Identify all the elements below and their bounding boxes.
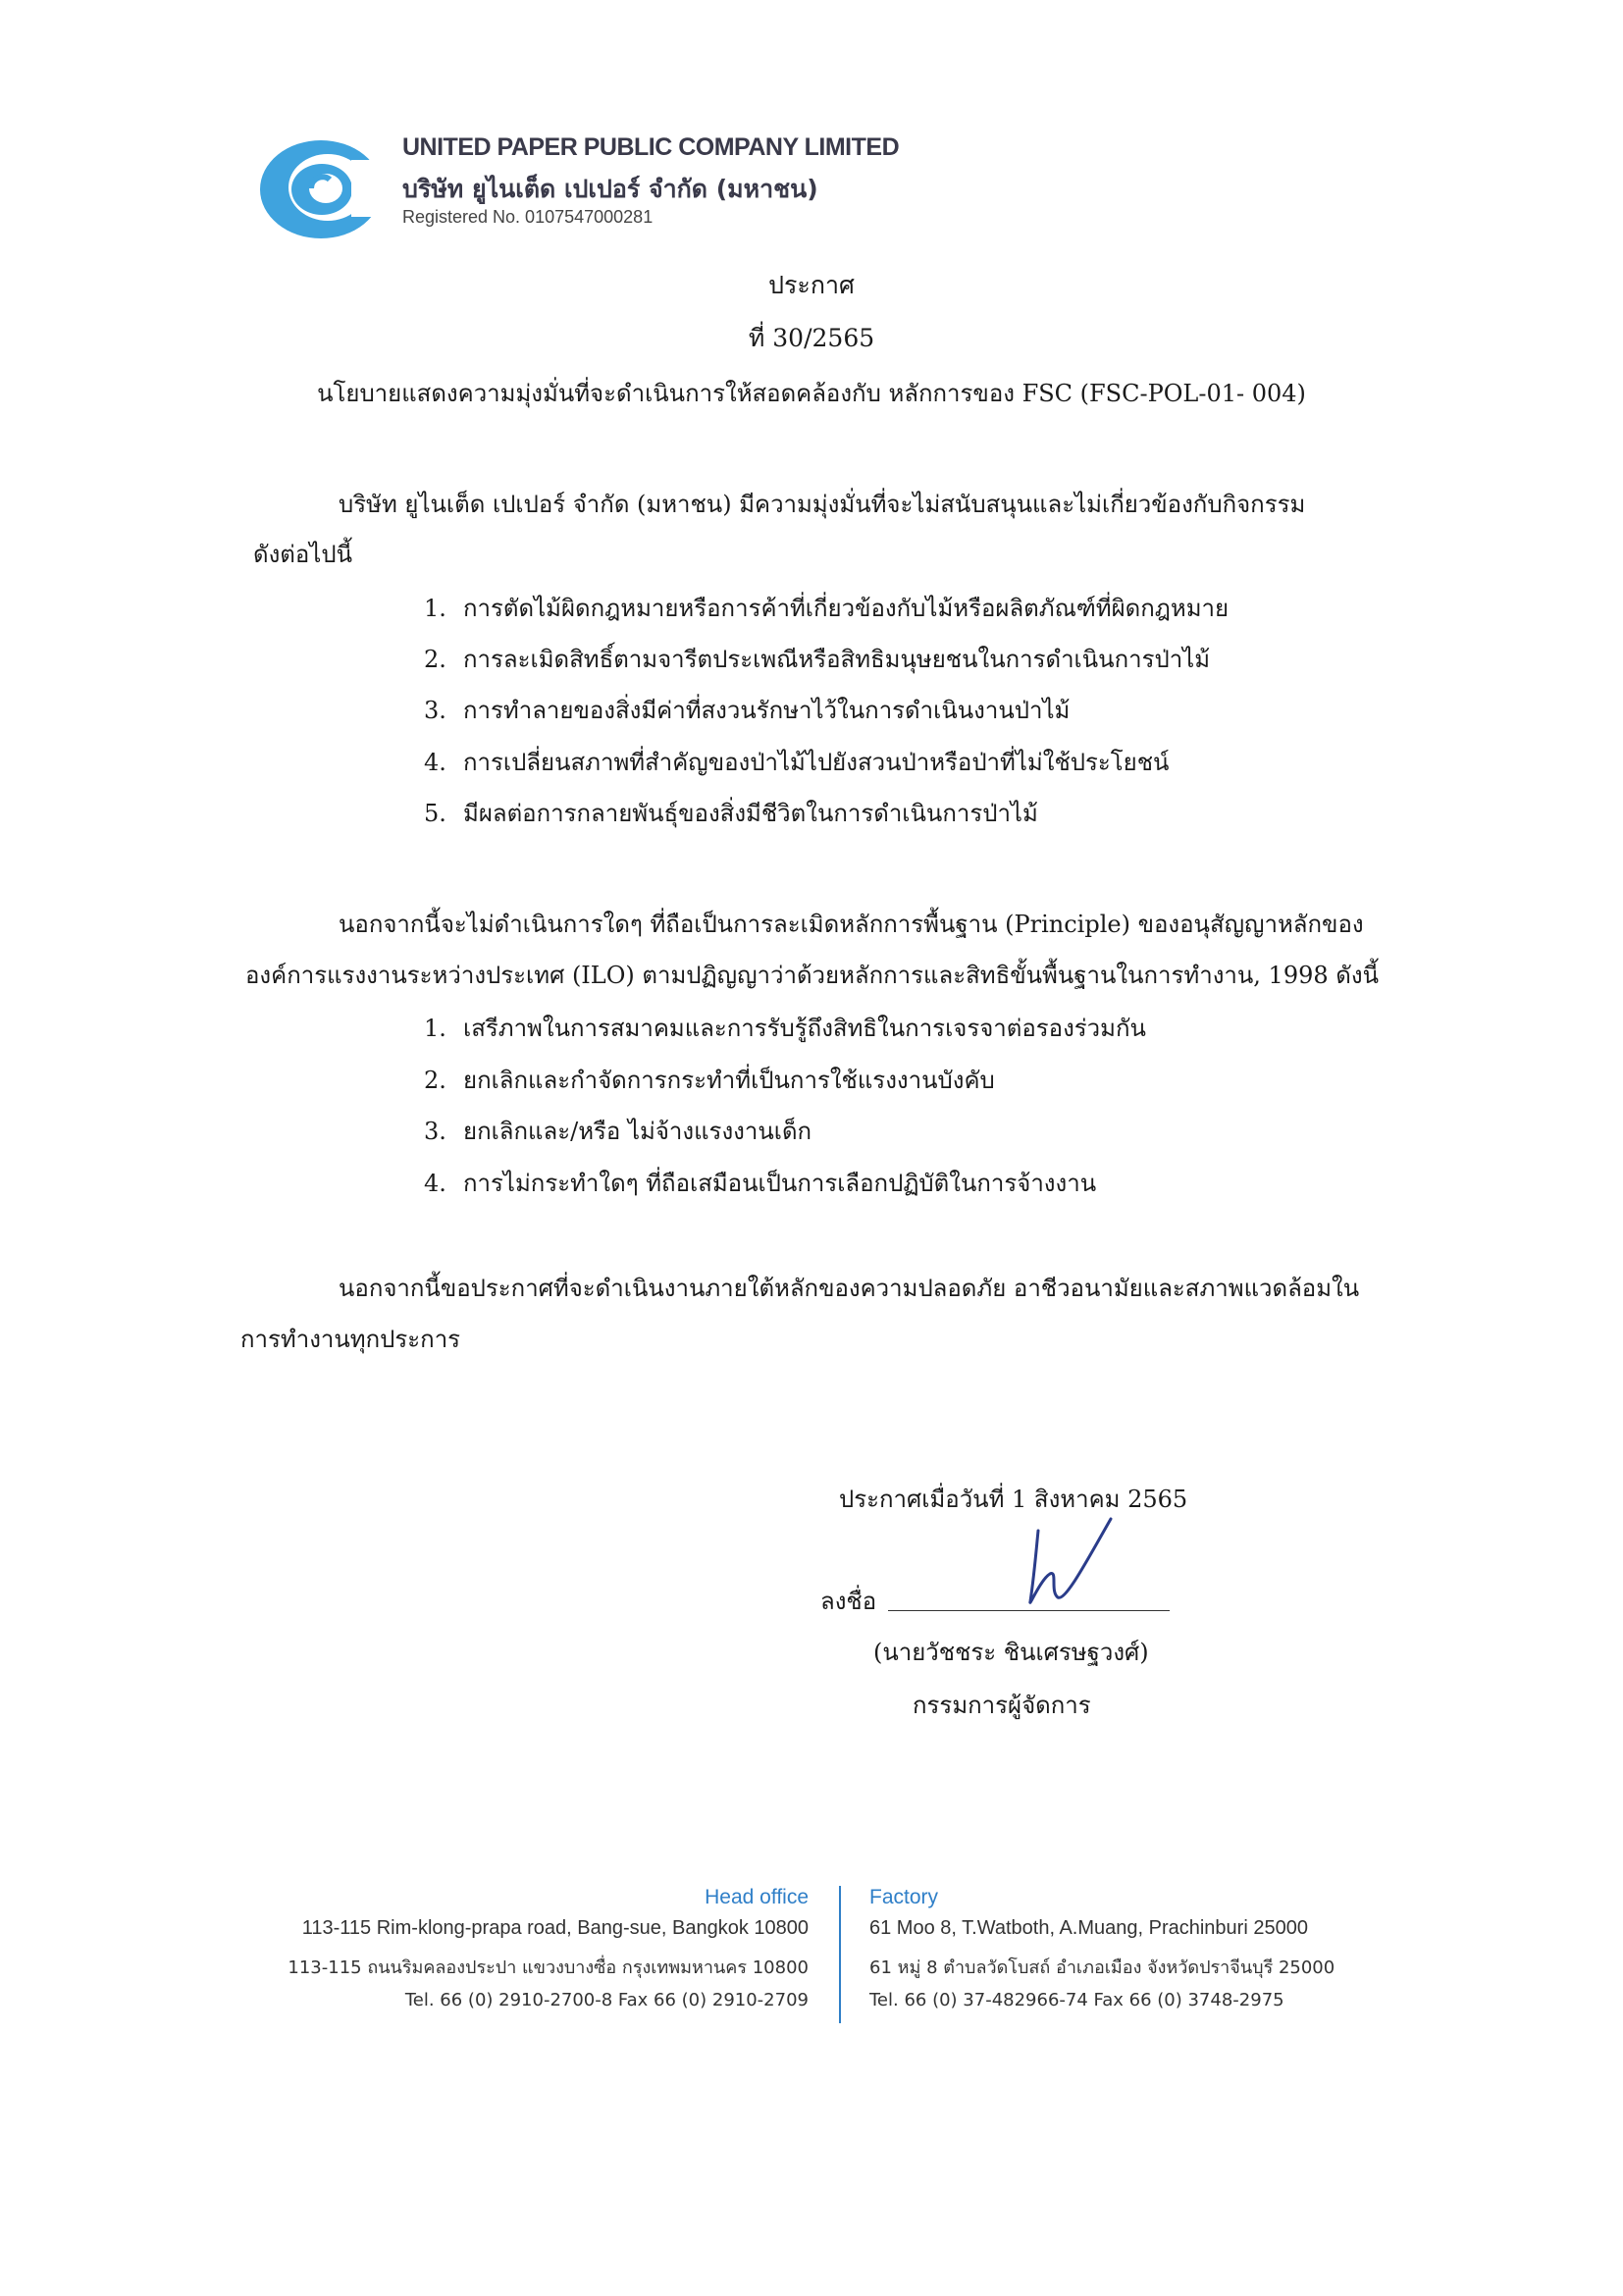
list-item: 4. การไม่กระทำใดๆ ที่ถือเสมือนเป็นการเลือกปฏิบัติในการจ้างงาน — [424, 1170, 1097, 1197]
factory-address-en: 61 Moo 8, T.Watboth, A.Muang, Prachinburi 25000 — [869, 1917, 1308, 1939]
list-item: 1. การตัดไม้ผิดกฎหมายหรือการค้าที่เกี่ยวข้องกับไม้หรือผลิตภัณฑ์ที่ผิดกฎหมาย — [424, 595, 1230, 622]
company-logo-icon — [257, 132, 385, 240]
factory-address-th: 61 หมู่ 8 ตำบลวัดโบสถ์ อำเภอเมือง จังหวัดปราจีนบุรี 25000 — [869, 1957, 1335, 1978]
handwritten-signature-icon — [1001, 1511, 1119, 1619]
section1-intro-line1: บริษัท ยูไนเต็ด เปเปอร์ จำกัด (มหาชน) มีความมุ่งมั่นที่จะไม่สนับสนุนและไม่เกี่ยวข้องกับกิจกรรม — [339, 491, 1306, 518]
sign-label: ลงชื่อ — [820, 1588, 877, 1615]
company-name-th: บริษัท ยูไนเต็ด เปเปอร์ จำกัด (มหาชน) — [402, 175, 818, 203]
signatory-position: กรรมการผู้จัดการ — [913, 1692, 1091, 1719]
section1-intro-line2: ดังต่อไปนี้ — [253, 541, 353, 568]
factory-contact: Tel. 66 (0) 37-482966-74 Fax 66 (0) 3748-2975 — [869, 1990, 1284, 2010]
section3-line1: นอกจากนี้ขอประกาศที่จะดำเนินงานภายใต้หลักของความปลอดภัย อาชีวอนามัยและสภาพแวดล้อมใน — [339, 1275, 1360, 1302]
list-item: 3. การทำลายของสิ่งมีค่าที่สงวนรักษาไว้ในการดำเนินงานป่าไม้ — [424, 697, 1071, 724]
head-office-address-en: 113-115 Rim-klong-prapa road, Bang-sue, Bangkok 10800 — [301, 1917, 809, 1939]
list-item: 5. มีผลต่อการกลายพันธุ์ของสิ่งมีชีวิตในการดำเนินการป่าไม้ — [424, 800, 1038, 827]
section2-intro-line1: นอกจากนี้จะไม่ดำเนินการใดๆ ที่ถือเป็นการละเมิดหลักการพื้นฐาน (Principle) ของอนุสัญญาหลักของ — [339, 911, 1364, 938]
list-item: 2. การละเมิดสิทธิ์ตามจารีตประเพณีหรือสิทธิมนุษยชนในการดำเนินการป่าไม้ — [424, 646, 1211, 673]
list-item: 1. เสรีภาพในการสมาคมและการรับรู้ถึงสิทธิในการเจรจาต่อรองร่วมกัน — [424, 1015, 1146, 1042]
announcement-subject: นโยบายแสดงความมุ่งมั่นที่จะดำเนินการให้สอดคล้องกับ หลักการของ FSC (FSC-POL-01- 004) — [317, 380, 1306, 407]
company-name-en: UNITED PAPER PUBLIC COMPANY LIMITED — [402, 133, 900, 161]
list-item: 2. ยกเลิกและกำจัดการกระทำที่เป็นการใช้แรงงานบังคับ — [424, 1067, 995, 1094]
footer-divider — [839, 1886, 841, 2023]
announcement-title: ประกาศ — [768, 271, 855, 299]
list-item: 3. ยกเลิกและ/หรือ ไม่จ้างแรงงานเด็ก — [424, 1118, 812, 1145]
head-office-address-th: 113-115 ถนนริมคลองประปา แขวงบางซื่อ กรุงเทพมหานคร 10800 — [288, 1957, 809, 1978]
announcement-number: ที่ 30/2565 — [748, 324, 875, 352]
registration-number: Registered No. 0107547000281 — [402, 207, 654, 227]
announcement-date: ประกาศเมื่อวันที่ 1 สิงหาคม 2565 — [839, 1486, 1188, 1513]
section3-line2: การทำงานทุกประการ — [240, 1326, 461, 1353]
section2-intro-line2: องค์การแรงงานระหว่างประเทศ (ILO) ตามปฏิญญาว่าด้วยหลักการและสิทธิขั้นพื้นฐานในการทำงาน, 1998 ดังนี้ — [245, 962, 1379, 989]
head-office-label: Head office — [705, 1886, 809, 1908]
signatory-name: (นายวัชชระ ชินเศรษฐวงศ์) — [873, 1639, 1149, 1666]
head-office-contact: Tel. 66 (0) 2910-2700-8 Fax 66 (0) 2910-2709 — [404, 1990, 809, 2010]
list-item: 4. การเปลี่ยนสภาพที่สำคัญของป่าไม้ไปยังสวนป่าหรือป่าที่ไม่ใช้ประโยชน์ — [424, 749, 1170, 776]
factory-label: Factory — [869, 1886, 939, 1908]
